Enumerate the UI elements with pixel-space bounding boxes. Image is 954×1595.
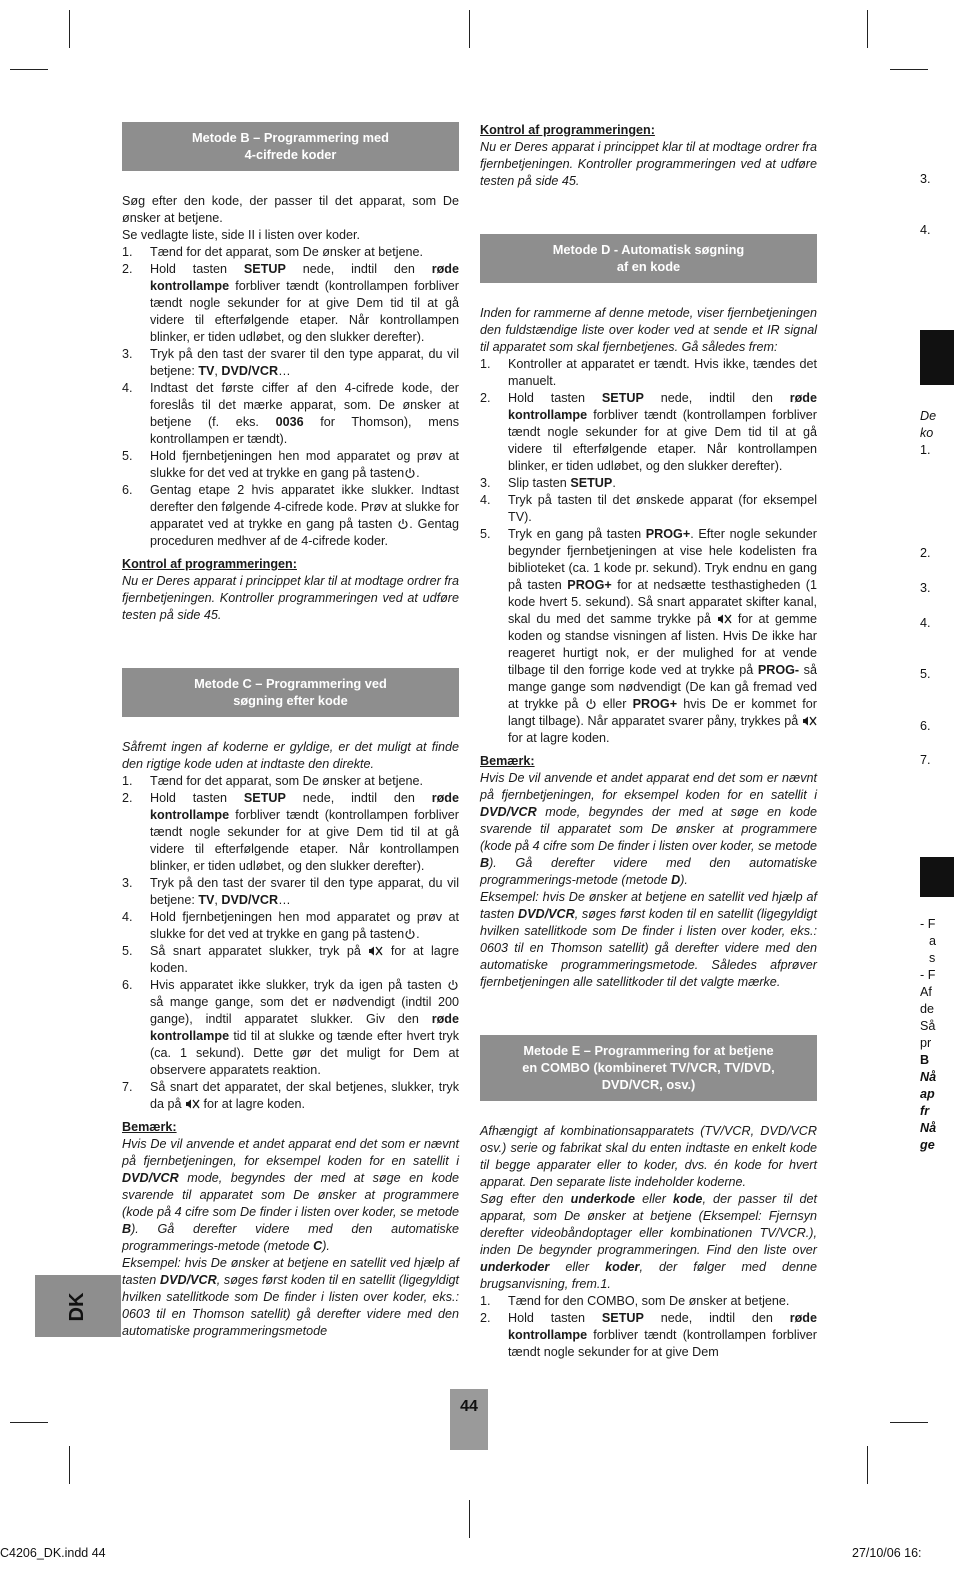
list-item: 4. Tryk på tasten til det ønskede apparat (for eksempel TV). (480, 493, 817, 524)
edge-num: 3. (920, 581, 931, 595)
note-title: Bemærk: (122, 1120, 177, 1134)
language-tab-label: DK (66, 1292, 88, 1322)
method-c-header: Metode C – Programmering ved søgning efter kode (122, 668, 459, 717)
check-text: Nu er Deres apparat i princippet klar til at modtage ordrer fra fjernbetjeningen. Kontroller programmeringen ved at udføre testen på side 45. (122, 574, 459, 622)
crop-mark (890, 1422, 928, 1423)
example-text: Eksempel: hvis De ønsker at betjene en satellit ved hjælp af tasten DVD/VCR, søges først koden til en satellit (ligegyldigt hvilken satellitkode som De finder i listen over koder, eks.: 0603 til en Thomson satellit) gå derefter videre med den automatiske programmeringsmetode (122, 1256, 459, 1338)
method-d-header: Metode D - Automatisk søgning af en kode (480, 234, 817, 283)
power-icon (447, 979, 459, 991)
edge-text: Af (920, 985, 932, 999)
method-e-steps (480, 1293, 817, 1361)
list-item: 6. Gentag etape 2 hvis apparatet ikke slukker. Indtast derefter den følgende 4-cifrede kode. Prøv at slukke for apparatet ved at trykke en gang på tasten . Gentag proceduren medhver af de 4-cifrede koder. (122, 483, 459, 548)
check-title: Kontrol af programmeringen: (480, 123, 655, 137)
check-text: Nu er Deres apparat i princippet klar til at modtage ordrer fra fjernbetjeningen. Kontroller programmeringen ved at udføre testen på side 45. (480, 140, 817, 188)
note-text: Hvis De vil anvende et andet apparat end det som er nævnt på fjernbetjeningen, for eksempel koden for en satellit i DVD/VCR mode, begyndes der med at søge en kode svarende til apparatet som De ønsker at programmere (kode på 4 cifre som De finder i listen over koder, se metode B). Gå derefter videre med den automatiske programmerings-metode (metode D). (480, 771, 817, 887)
list-item: 4. Hold fjernbetjeningen hen mod apparatet og prøv at slukke for det ved at trykke en gang på tasten . (122, 910, 459, 941)
edge-num: 1. (920, 443, 931, 457)
crop-mark (469, 1500, 470, 1538)
power-icon (404, 928, 416, 940)
crop-mark (69, 1446, 70, 1484)
list-item: 1. Kontroller at apparatet er tændt. Hvis ikke, tændes det manuelt. (480, 357, 817, 388)
power-icon (397, 518, 409, 530)
method-e-intro: Afhængigt af kombinationsapparatets (TV/VCR, DVD/VCR osv.) serie og fabrikat skal du enten indtaste en enkelt kode til begge apparater eller to koder, dvs. én kode for hvert apparat. Den separate liste indeholder koderne. (480, 1124, 817, 1189)
footer-right: 27/10/06 16: (852, 1546, 922, 1560)
right-column (480, 122, 817, 1361)
edge-header-block (920, 857, 954, 897)
list-item: 2. Hold tasten SETUP nede, indtil den røde kontrollampe forbliver tændt (kontrollampen forbliver tændt nogle sekunder for at give Dem tid til at gå videre til efterfølgende etaper. Når kontrollampen blinker, er tiden udløbet, og den slukker derefter). (122, 262, 459, 344)
example-text: Eksempel: hvis De ønsker at betjene en satellit ved hjælp af tasten DVD/VCR, søges først koden til en satellit (ligegyldigt hvilken satellitkode som De finder i listen over koder, eks.: 0603 til en Thomson satellit) gå derefter videre med den automatiske programmeringsmetode. Således afprøver fjernbetjeningen alle satellitkoder til det valgte mærke. (480, 890, 817, 989)
edge-num: 4. (920, 616, 931, 630)
crop-mark (867, 10, 868, 48)
edge-text: ko (920, 426, 934, 440)
list-item: 3. Slip tasten SETUP. (480, 476, 616, 490)
list-item: 1. Tænd for det apparat, som De ønsker at betjene. (122, 245, 424, 259)
method-e-header: Metode E – Programmering for at betjene en COMBO (kombineret TV/VCR, TV/DVD, DVD/VCR, osv.) (480, 1035, 817, 1101)
list-item: 1. Tænd for det apparat, som De ønsker at betjene. (122, 774, 424, 788)
list-item: 5. Så snart apparatet slukker, tryk på for at lagre koden. (122, 944, 460, 975)
list-item: 2. Hold tasten SETUP nede, indtil den røde kontrollampe forbliver tændt (kontrollampen forbliver tændt nogle sekunder for at give Dem tid til at gå videre til efterfølgende etaper. Når kontrollampen blinker, er tiden udløbet, og den slukker derefter). (480, 391, 817, 473)
list-item: 5. Tryk en gang på tasten PROG+. Efter nogle sekunder begynder fjernbetjeningen at vise hele kodelisten fra biblioteket (ca. 1 kode pr. sekund). Tryk endnu en gang på tasten PROG+ for at nedsætte testhastigheden (1 kode hvert 5. sekund). Så snart apparatet skifter kanal, skal du med det samme trykke på for at gemme koden og standse visningen af listen. Hvis De ikke har reageret hurtigt nok, er der mulighed for at vende tilbage til den forrige kode ved at trykke på PROG- så mange gange som nødvendigt (De kan gå fremad ved at trykke på eller PROG+ hvis De er kommet for langt tilbage). Når apparatet svarer påny, trykkes på for at lagre koden. (480, 527, 817, 745)
method-b-header: Metode B – Programmering med 4-cifrede koder (122, 122, 459, 171)
list-item: 2. Hold tasten SETUP nede, indtil den røde kontrollampe forbliver tændt (kontrollampen forbliver tændt nogle sekunder for at give Dem tid til at gå videre til efterfølgende etaper. Når kontrollampen blinker, er tiden udløbet, og den slukker derefter). (122, 791, 459, 873)
mute-icon (185, 1098, 200, 1110)
edge-num: 3. (920, 172, 931, 186)
edge-text: fr (920, 1104, 930, 1118)
edge-text: - F (920, 917, 936, 931)
power-icon (585, 698, 597, 710)
list-item: 3. Tryk på den tast der svarer til den type apparat, du vil betjene: TV, DVD/VCR… (122, 347, 459, 378)
edge-text: pr (920, 1036, 932, 1050)
crop-mark (469, 10, 470, 48)
edge-text: de (920, 1002, 935, 1016)
list-item: 2. Hold tasten SETUP nede, indtil den røde kontrollampe forbliver tændt (kontrollampen forbliver tændt nogle sekunder for at give Dem (480, 1311, 817, 1359)
edge-text: a (929, 934, 937, 948)
method-d-intro: Inden for rammerne af denne metode, viser fjernbetjeningen den fuldstændige liste over koder ved at sende et IR signal til apparatet som skal fjernbetjenes. Gå således frem: (480, 306, 817, 354)
list-item: 3. Tryk på den tast der svarer til den type apparat, du vil betjene: TV, DVD/VCR… (122, 876, 459, 907)
method-b-intro: Søg efter den kode, der passer til det apparat, som De ønsker at betjene. (122, 194, 459, 225)
edge-num: 5. (920, 667, 931, 681)
left-column (122, 122, 459, 1340)
edge-num: 7. (920, 753, 931, 767)
crop-mark (867, 1446, 868, 1484)
crop-mark (69, 10, 70, 48)
edge-header-block (920, 330, 954, 385)
method-b-steps (122, 244, 459, 550)
edge-text: Så (920, 1019, 936, 1033)
method-d-steps (480, 356, 817, 747)
edge-text: B (920, 1053, 930, 1067)
crop-mark (10, 69, 48, 70)
edge-text: ge (920, 1138, 935, 1152)
edge-num: 4. (920, 223, 931, 237)
method-c-steps (122, 773, 459, 1113)
edge-text: s (929, 951, 936, 965)
mute-icon (802, 715, 817, 727)
edge-text: Nå (920, 1070, 937, 1084)
list-item: 5. Hold fjernbetjeningen hen mod apparatet og prøv at slukke for det ved at trykke en gang på tasten . (122, 449, 459, 480)
power-icon (404, 467, 416, 479)
footer-left: C4206_DK.indd 44 (0, 1546, 106, 1560)
edge-text: Nå (920, 1121, 937, 1135)
edge-num: 2. (920, 546, 931, 560)
method-b-intro-2: Se vedlagte liste, side II i listen over koder. (122, 228, 361, 242)
list-item: 4. Indtast det første ciffer af den 4-cifrede kode, der foreslås til det mærke apparat, som. De ønsker at betjene (f. eks. 0036 for Thomson), mens kontrollampen er tændt). (122, 381, 459, 446)
page-number: 44 (460, 1398, 478, 1415)
mute-icon (368, 945, 383, 957)
crop-mark (10, 1422, 48, 1423)
list-item: 6. Hvis apparatet ikke slukker, tryk da igen på tasten så mange gange, som det er nødvendigt (indtil 200 gange), indtil apparatet slukker. Giv den røde kontrollampe tid til at slukke og tænde efter hvert tryk (ca. 1 sekund). Dette gør det muligt for Dem at observere apparatets reaktion. (122, 978, 459, 1077)
edge-num: 6. (920, 719, 931, 733)
edge-text: - F (920, 968, 936, 982)
check-title: Kontrol af programmeringen: (122, 557, 297, 571)
crop-mark (890, 69, 928, 70)
list-item: 1. Tænd for den COMBO, som De ønsker at betjene. (480, 1294, 790, 1308)
method-e-text: Søg efter den underkode eller kode, der passer til det apparat, som De ønsker at betjene (Eksempel: Fjernsyn derefter videobåndoptager eller kombinationen TV/VCR.), inden De begynder programmeringen. Find den liste over underkoder eller koder, der følger med denne brugsanvisning, frem.1. (480, 1192, 817, 1291)
edge-text: ap (920, 1087, 935, 1101)
edge-text: De (920, 409, 937, 423)
mute-icon (717, 613, 732, 625)
list-item: 7. Så snart det apparatet, der skal betjenes, slukker, tryk da på for at lagre koden. (122, 1080, 459, 1111)
note-title: Bemærk: (480, 754, 535, 768)
method-c-intro: Såfremt ingen af koderne er gyldige, er det muligt at finde den rigtige kode uden at indtaste den direkte. (122, 740, 459, 771)
note-text: Hvis De vil anvende et andet apparat end det som er nævnt på fjernbetjeningen, for eksempel koden for en satellit i DVD/VCR mode, begyndes der med at søge en kode svarende til apparatet som De ønsker at programmere (kode på 4 cifre som De finder i listen over koder, se metode B). Gå derefter videre med den automatiske programmerings-metode (metode C). (122, 1137, 459, 1253)
